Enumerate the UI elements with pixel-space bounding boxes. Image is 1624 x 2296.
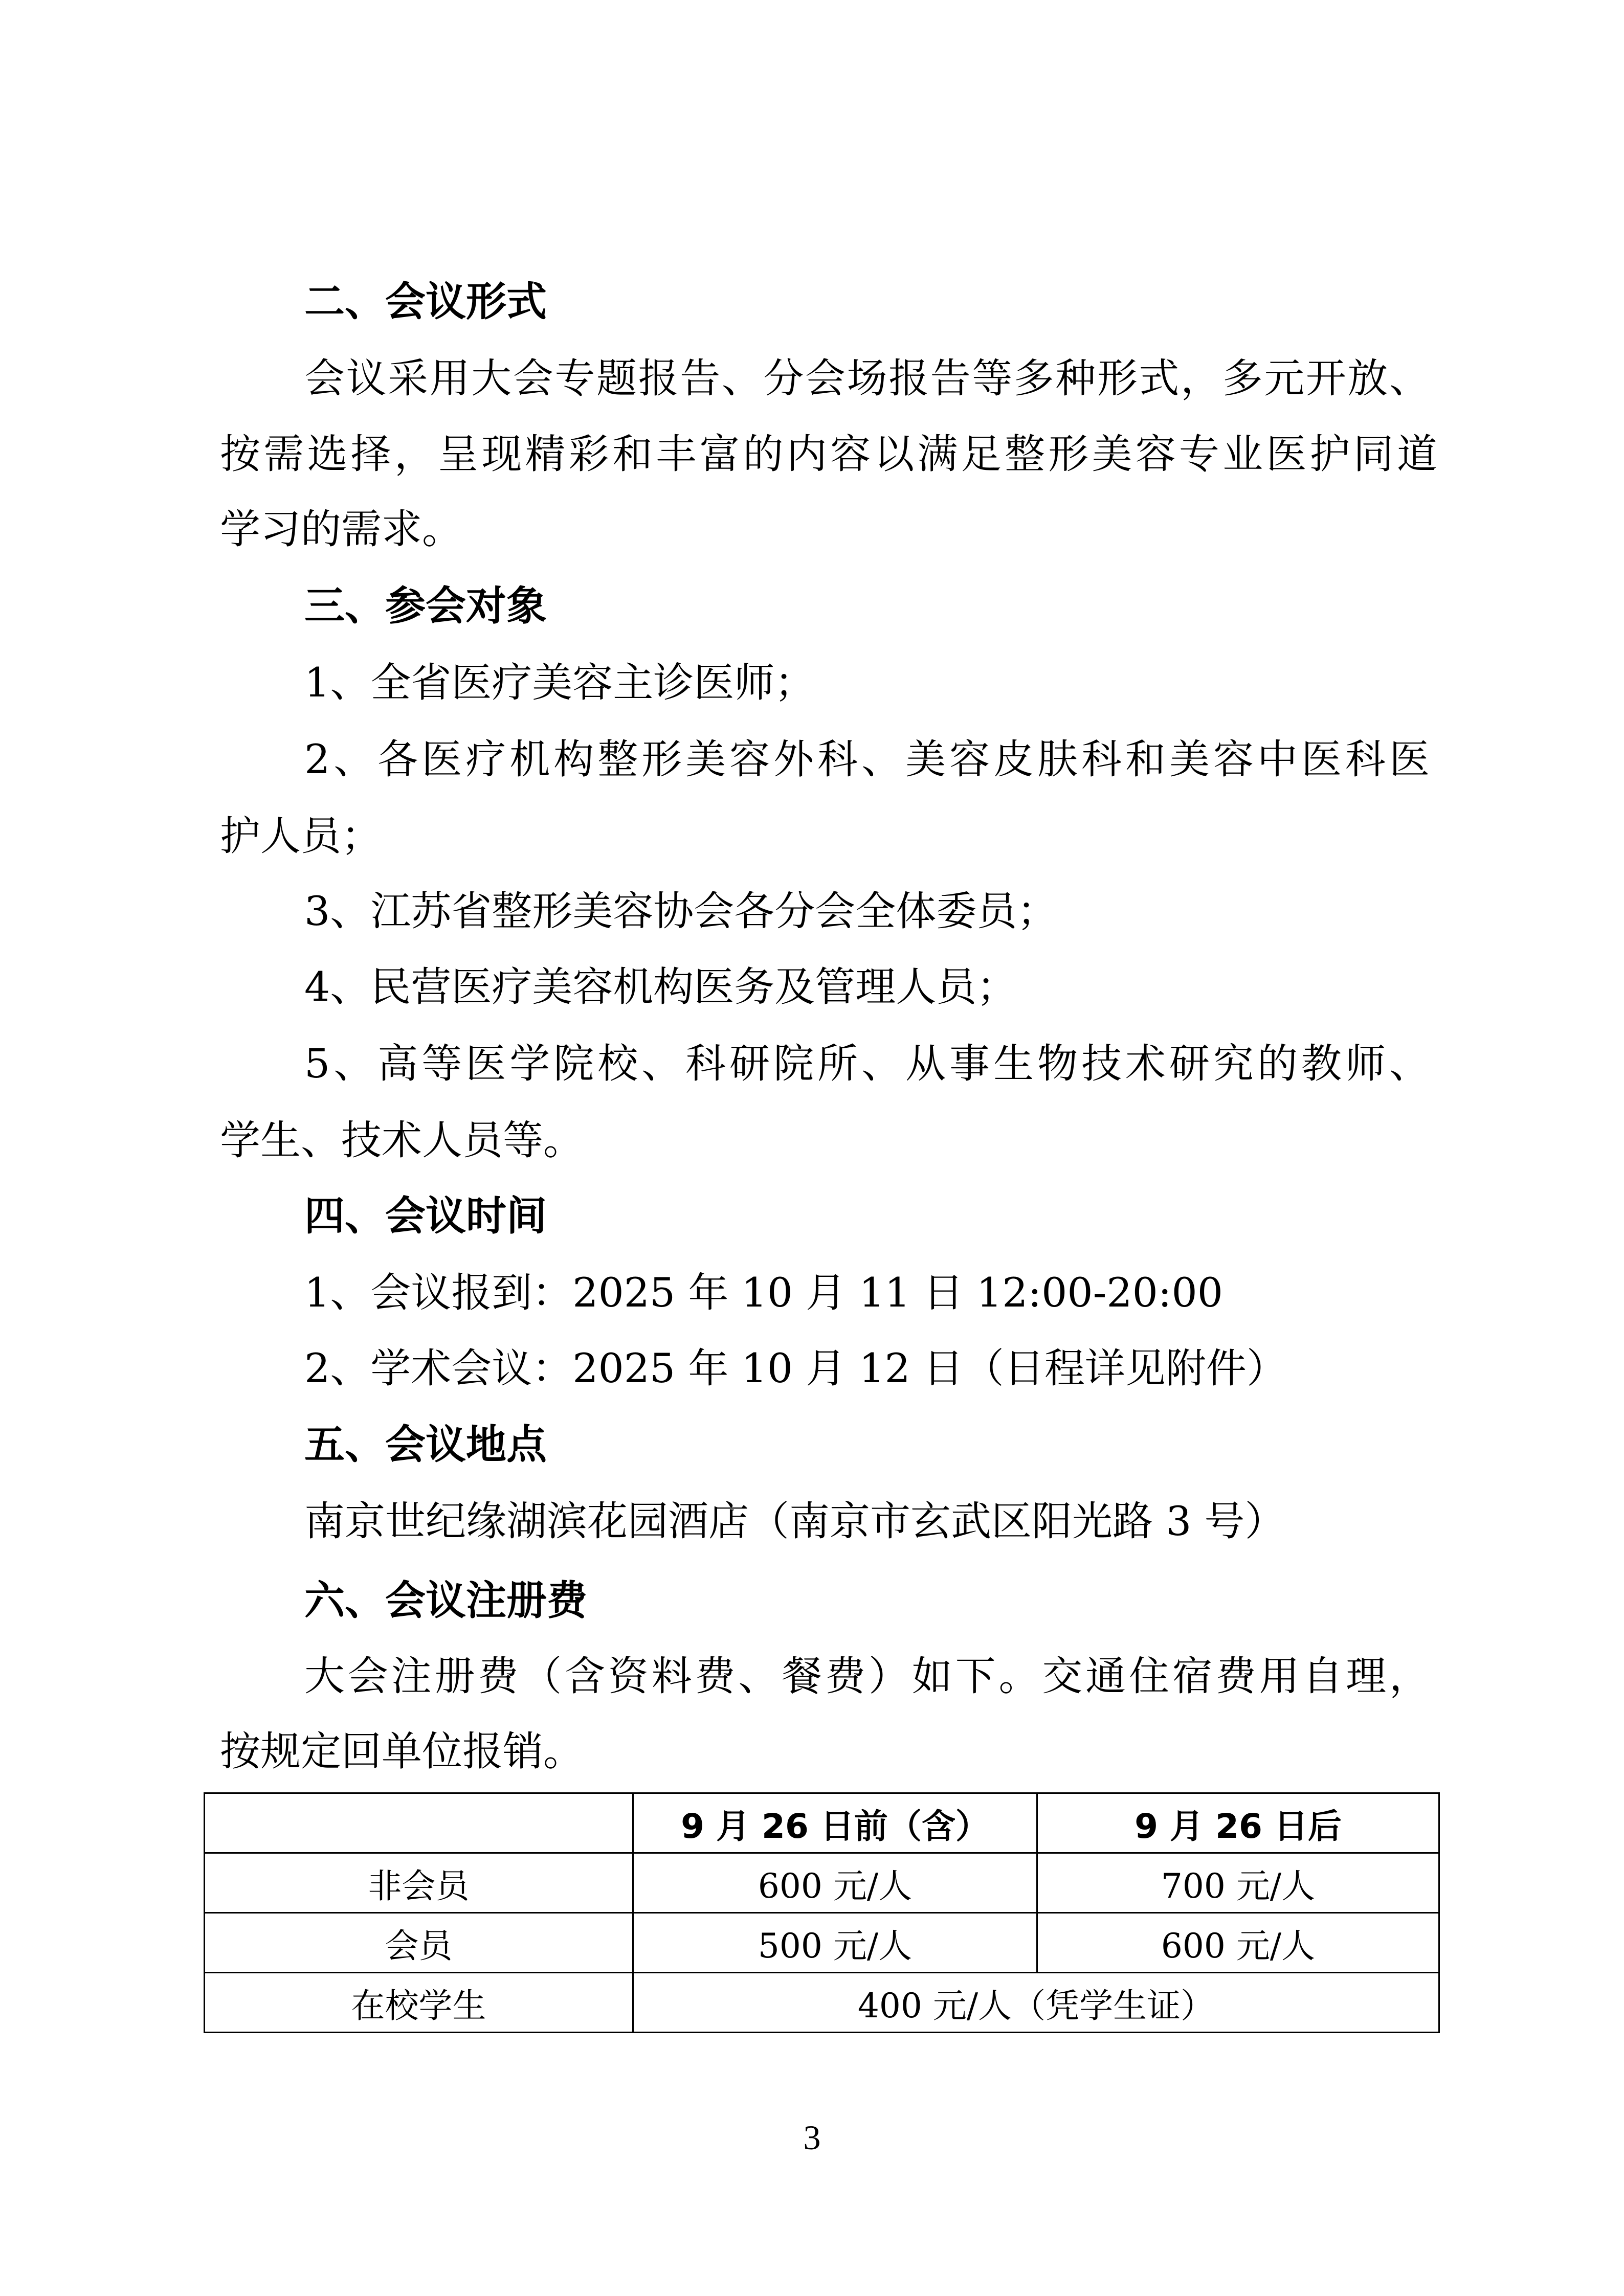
list-item: 3、江苏省整形美容协会各分会全体委员； [304, 888, 1058, 935]
table-row [205, 1973, 1439, 2033]
registration-fee-table [204, 1792, 1440, 2033]
page-number: 3 [803, 2118, 821, 2157]
table-header-row [205, 1793, 1439, 1853]
section-heading-venue: 五、会议地点 [304, 1421, 547, 1468]
list-item: 4、民营医疗美容机构医务及管理人员； [304, 963, 1017, 1010]
paragraph-line: 学习的需求。 [220, 506, 462, 553]
paragraph-line: 大会注册费（含资料费、餐费）如下。交通住宿费用自理， [304, 1653, 1430, 1700]
list-item: 5、高等医学院校、科研院所、从事生物技术研究的教师、 [304, 1040, 1430, 1087]
table-cell: 会员 [205, 1913, 633, 1973]
table-cell: 400 元/人（凭学生证） [633, 1973, 1439, 2033]
table-cell: 600 元/人 [1037, 1913, 1439, 1973]
venue-address: 南京世纪缘湖滨花园酒店（南京市玄武区阳光路 3 号） [304, 1498, 1285, 1545]
section-heading-attendees: 三、参会对象 [304, 582, 547, 629]
paragraph-line: 按规定回单位报销。 [220, 1728, 584, 1775]
table-cell: 非会员 [205, 1853, 633, 1913]
list-item-continuation: 护人员； [220, 813, 382, 860]
list-item: 1、全省医疗美容主诊医师； [304, 659, 815, 706]
table-cell: 500 元/人 [633, 1913, 1037, 1973]
list-item: 2、学术会议：2025 年 10 月 12 日（日程详见附件） [304, 1345, 1287, 1392]
table-cell: 600 元/人 [633, 1853, 1037, 1913]
paragraph-line: 会议采用大会专题报告、分会场报告等多种形式，多元开放、 [304, 355, 1430, 402]
list-item: 2、各医疗机构整形美容外科、美容皮肤科和美容中医科医 [304, 736, 1430, 783]
table-header-cell: 9 月 26 日前（含） [633, 1793, 1037, 1853]
table-header-cell [205, 1793, 633, 1853]
table-header-cell: 9 月 26 日后 [1037, 1793, 1439, 1853]
table-row [205, 1853, 1439, 1913]
table-cell: 700 元/人 [1037, 1853, 1439, 1913]
paragraph-line: 按需选择，呈现精彩和丰富的内容以满足整形美容专业医护同道 [220, 431, 1437, 478]
section-heading-format: 二、会议形式 [304, 278, 547, 325]
section-heading-fee: 六、会议注册费 [304, 1577, 587, 1624]
list-item: 1、会议报到：2025 年 10 月 11 日 12:00-20:00 [304, 1269, 1223, 1316]
section-heading-time: 四、会议时间 [304, 1192, 547, 1240]
table-cell: 在校学生 [205, 1973, 633, 2033]
table-row [205, 1913, 1439, 1973]
list-item-continuation: 学生、技术人员等。 [220, 1117, 584, 1164]
